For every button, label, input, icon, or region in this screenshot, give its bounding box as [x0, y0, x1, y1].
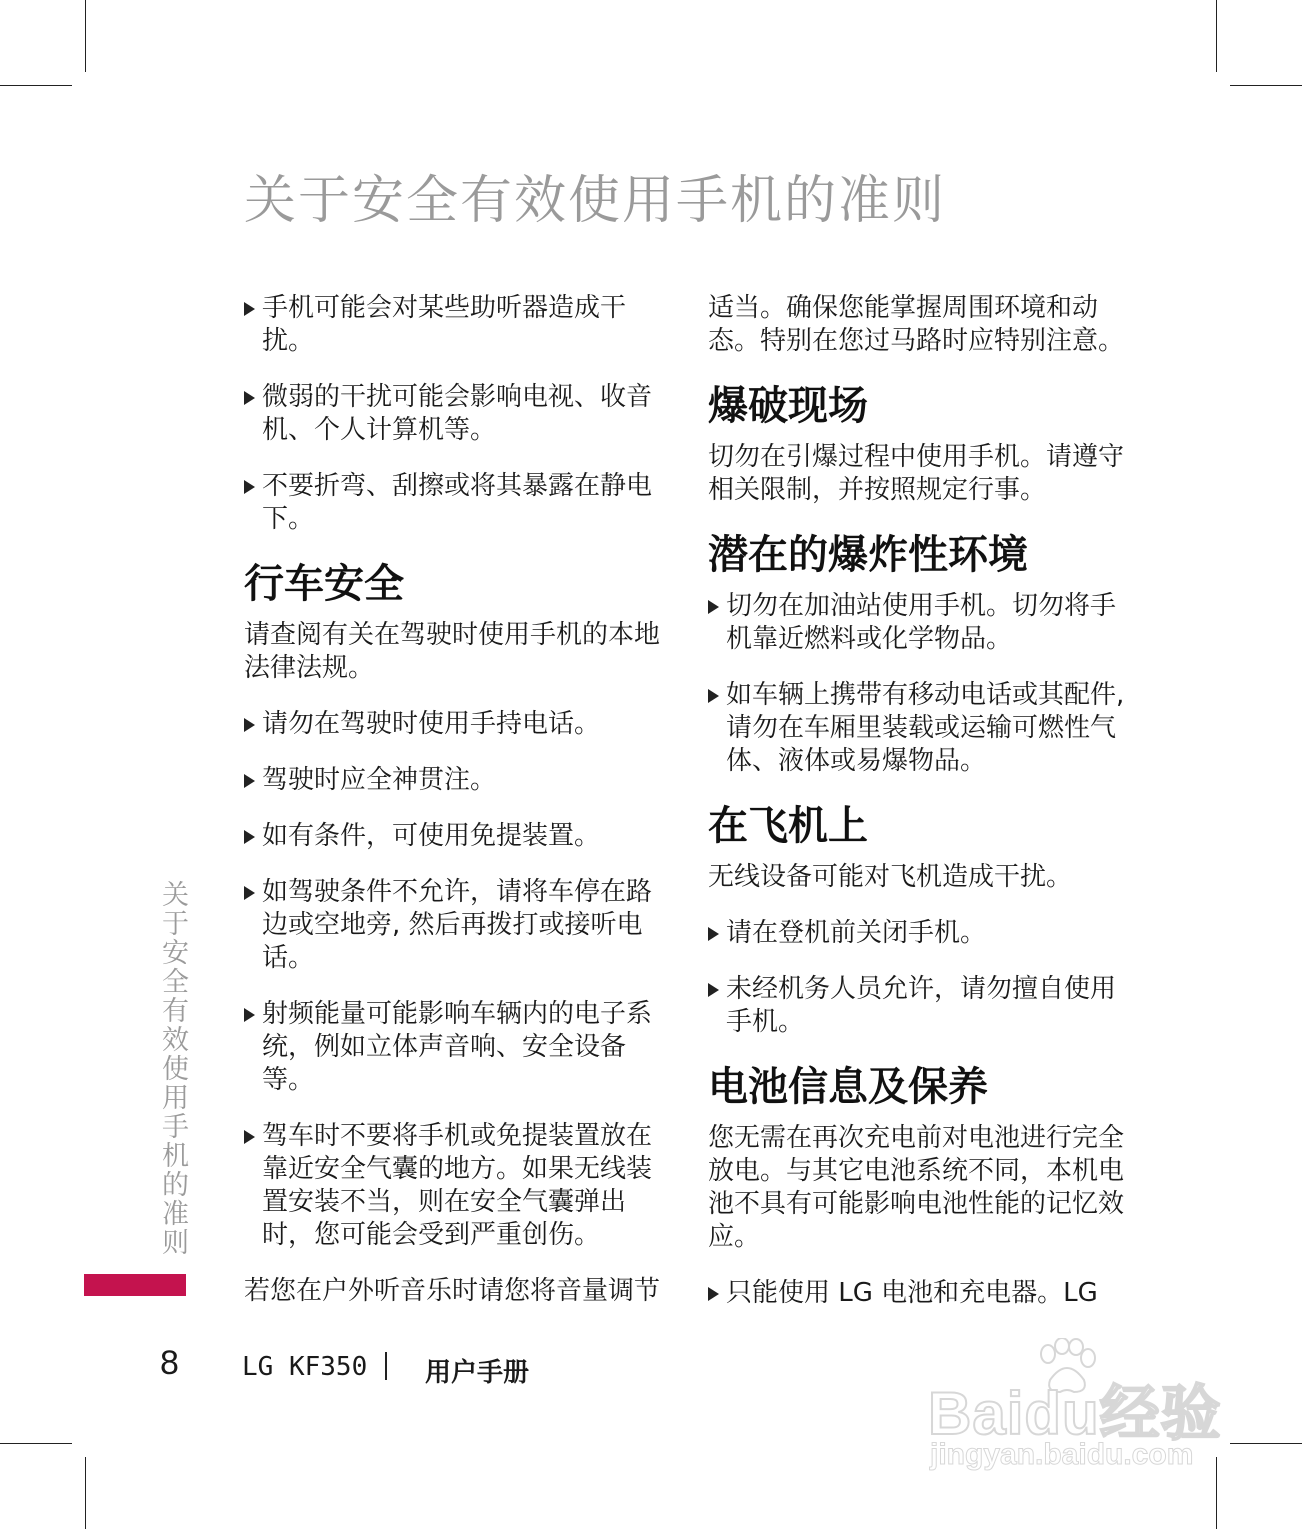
crop-mark: [85, 1457, 86, 1529]
triangle-bullet-icon: [244, 830, 255, 844]
watermark-url: jingyan.baidu.com: [930, 1438, 1194, 1471]
crop-mark: [1230, 85, 1302, 86]
section-heading-aircraft: 在飞机上: [708, 803, 868, 849]
list-item: 射频能量可能影响车辆内的电子系统，例如立体声音响、安全设备等。: [244, 998, 669, 1097]
list-item: 如有条件，可使用免提装置。: [244, 820, 669, 853]
list-item: 如车辆上携带有移动电话或其配件,请勿在车厢里装载或运输可燃性气体、液体或易爆物品。: [708, 679, 1138, 778]
list-item: 微弱的干扰可能会影响电视、收音机、个人计算机等。: [244, 381, 669, 447]
triangle-bullet-icon: [244, 774, 255, 788]
triangle-bullet-icon: [244, 1130, 255, 1144]
triangle-bullet-icon: [244, 718, 255, 732]
baidu-watermark: [922, 1338, 1222, 1488]
right-column: [708, 292, 1138, 1333]
crop-mark: [1216, 0, 1217, 72]
left-column: [244, 292, 669, 1331]
triangle-bullet-icon: [708, 927, 719, 941]
footer-separator: [385, 1352, 387, 1380]
triangle-bullet-icon: [708, 600, 719, 614]
section-text-blasting: 切勿在引爆过程中使用手机。请遵守相关限制，并按照规定行事。: [708, 442, 1125, 505]
page-number: 8: [160, 1344, 179, 1382]
triangle-bullet-icon: [244, 1008, 255, 1022]
list-item: 手机可能会对某些助听器造成干扰。: [244, 292, 669, 358]
triangle-bullet-icon: [244, 886, 255, 900]
triangle-bullet-icon: [244, 302, 255, 316]
list-item: 未经机务人员允许，请勿擅自使用手机。: [708, 973, 1138, 1039]
watermark-brand: Baidu经验: [928, 1380, 1222, 1447]
crop-mark: [85, 0, 86, 72]
list-item: 驾车时不要将手机或免提装置放在靠近安全气囊的地方。如果无线装置安装不当，则在安全气囊弹出时，您可能会受到严重创伤。: [244, 1120, 669, 1252]
triangle-bullet-icon: [708, 1287, 719, 1301]
crop-mark: [0, 85, 72, 86]
section-heading-battery: 电池信息及保养: [708, 1064, 988, 1110]
list-item: 请勿在驾驶时使用手持电话。: [244, 708, 669, 741]
footer-manual: 用户手册: [425, 1358, 530, 1388]
section-heading-explosive: 潜在的爆炸性环境: [708, 532, 1028, 578]
list-item: 请在登机前关闭手机。: [708, 917, 1138, 950]
list-item: 驾驶时应全神贯注。: [244, 764, 669, 797]
outdoor-paragraph-end: 适当。确保您能掌握周围环境和动态。特别在您过马路时应特别注意。: [708, 293, 1125, 356]
outdoor-paragraph-start: 若您在户外听音乐时请您将音量调节: [244, 1276, 661, 1306]
section-intro-driving: 请查阅有关在驾驶时使用手机的本地法律法规。: [244, 620, 661, 683]
list-item: 只能使用 LG 电池和充电器。LG: [708, 1277, 1138, 1310]
triangle-bullet-icon: [708, 689, 719, 703]
list-item: 切勿在加油站使用手机。切勿将手机靠近燃料或化学物品。: [708, 590, 1138, 656]
triangle-bullet-icon: [708, 983, 719, 997]
page-title: 关于安全有效使用手机的准则: [244, 171, 947, 231]
section-text-aircraft: 无线设备可能对飞机造成干扰。: [708, 862, 1073, 892]
section-text-battery: 您无需在再次充电前对电池进行完全放电。与其它电池系统不同，本机电池不具有可能影响电池性能的记忆效应。: [708, 1123, 1125, 1252]
crop-mark: [1230, 1443, 1302, 1444]
side-title: 关于安全有效使用手机的准则: [157, 880, 188, 1257]
triangle-bullet-icon: [244, 391, 255, 405]
accent-bar: [84, 1274, 186, 1296]
footer-model: LG KF350: [242, 1352, 368, 1382]
section-heading-driving: 行车安全: [244, 561, 404, 607]
list-item: 如驾驶条件不允许，请将车停在路边或空地旁, 然后再拨打或接听电话。: [244, 876, 669, 975]
section-heading-blasting: 爆破现场: [708, 383, 868, 429]
list-item: 不要折弯、刮擦或将其暴露在静电下。: [244, 470, 669, 536]
triangle-bullet-icon: [244, 480, 255, 494]
crop-mark: [0, 1443, 72, 1444]
